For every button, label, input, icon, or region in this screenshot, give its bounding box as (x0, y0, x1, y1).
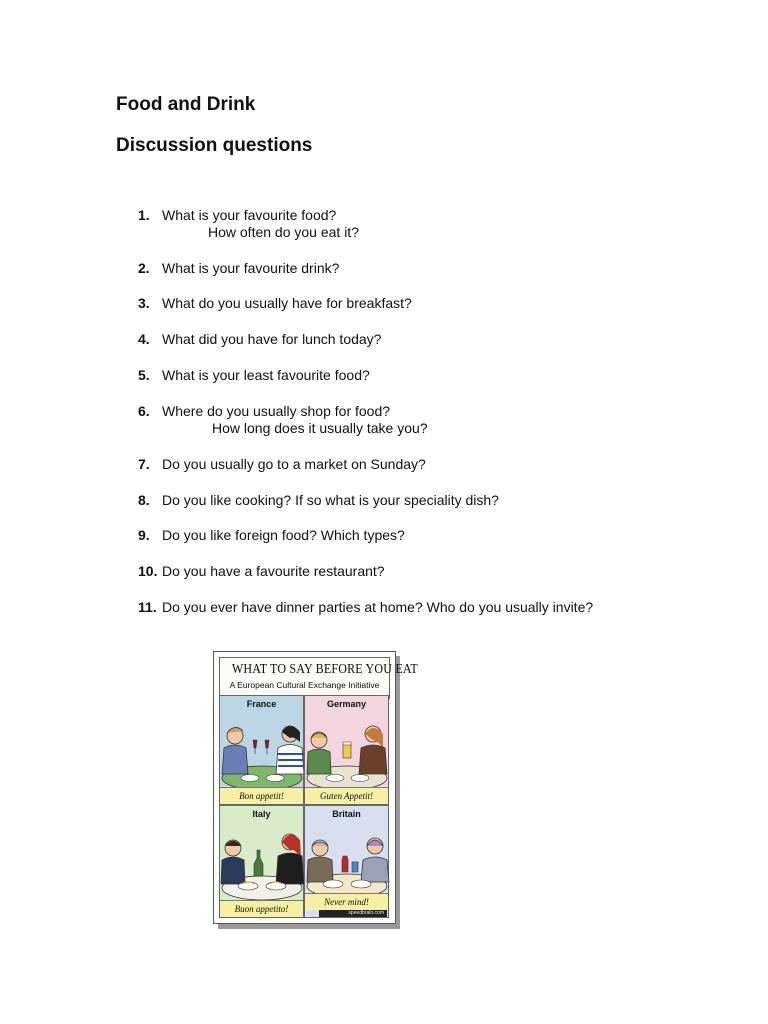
question-item (138, 260, 339, 277)
panel-caption: Guten Appetit! (305, 787, 388, 804)
panel-germany (304, 695, 389, 805)
question-number: 2. (138, 260, 150, 276)
poster-title: WHAT TO SAY BEFORE YOU EAT (231, 662, 418, 677)
question-item (138, 456, 426, 473)
question-item (138, 331, 381, 348)
question-followup: How often do you eat it? (208, 224, 359, 240)
question-number: 8. (138, 492, 150, 508)
panel-country-label: France (246, 699, 277, 709)
question-text: What do you usually have for breakfast? (162, 295, 412, 311)
question-item (138, 527, 405, 544)
question-item (138, 207, 359, 241)
question-item (138, 599, 593, 616)
question-item (138, 492, 499, 509)
panel-country-label: Germany (326, 699, 367, 709)
question-number: 10. (138, 563, 158, 579)
question-item (138, 563, 385, 580)
document-title: Food and Drink (116, 94, 256, 115)
question-text: Where do you usually shop for food? (162, 403, 391, 419)
question-text: What did you have for lunch today? (162, 331, 382, 347)
question-text: What is your least favourite food? (162, 367, 370, 383)
poster-credit: speedbrain.com (319, 910, 387, 917)
question-number: 1. (138, 207, 150, 223)
poster-image (213, 651, 418, 924)
question-text: Do you usually go to a market on Sunday? (162, 456, 426, 472)
question-number: 5. (138, 367, 150, 383)
question-number: 4. (138, 331, 150, 347)
panel-britain (304, 805, 389, 918)
question-text: Do you have a favourite restaurant? (162, 563, 385, 579)
question-item (138, 403, 428, 437)
question-text: What is your favourite food? (162, 207, 337, 223)
question-number: 9. (138, 527, 150, 543)
question-number: 7. (138, 456, 150, 472)
question-text: Do you like cooking? If so what is your speciality dish? (162, 492, 499, 508)
panel-italy (219, 805, 304, 918)
question-item (138, 367, 370, 384)
poster-header (219, 657, 418, 699)
question-number: 11. (138, 599, 157, 615)
panel-france (219, 695, 304, 805)
question-number: 3. (138, 295, 150, 311)
question-text: What is your favourite drink? (162, 260, 340, 276)
panel-caption: Bon appetit! (220, 787, 303, 804)
panel-caption: Never mind! (305, 893, 388, 910)
question-text: Do you like foreign food? Which types? (162, 527, 405, 543)
question-item (138, 295, 412, 312)
panel-country-label: Britain (332, 809, 361, 819)
question-followup: How long does it usually take you? (212, 420, 428, 436)
panel-country-label: Italy (252, 809, 271, 819)
document-subtitle: Discussion questions (116, 135, 313, 156)
panel-caption: Buon appetito! (220, 900, 303, 917)
question-text: Do you ever have dinner parties at home? Who do you usually invite? (162, 599, 594, 615)
poster-subtitle: A European Cultural Exchange Initiative (229, 680, 380, 690)
question-number: 6. (138, 403, 150, 419)
